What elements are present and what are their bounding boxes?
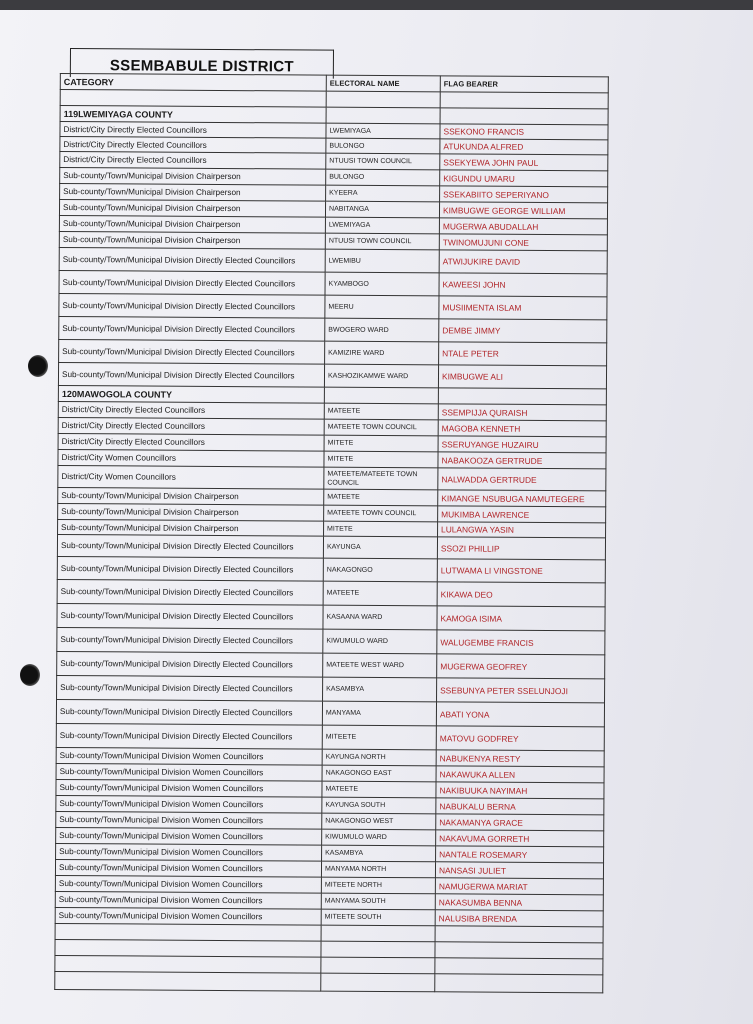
category-cell: Sub-county/Town/Municipal Division Chairperson bbox=[60, 184, 326, 202]
flag-bearer-cell: NTALE PETER bbox=[439, 342, 607, 366]
flag-bearer-cell: WALUGEMBE FRANCIS bbox=[437, 630, 605, 655]
flag-bearer-cell: NABUKALU BERNA bbox=[436, 798, 604, 815]
empty-cell bbox=[55, 923, 321, 941]
electoral-name-cell: MATEETE TOWN COUNCIL bbox=[324, 505, 438, 522]
category-cell: Sub-county/Town/Municipal Division Women Councillors bbox=[55, 907, 321, 925]
empty-cell bbox=[55, 971, 321, 991]
flag-bearer-cell: LUTWAMA LI VINGSTONE bbox=[437, 559, 605, 583]
electoral-name-cell: MITETE bbox=[324, 435, 438, 452]
flag-bearer-cell: LULANGWA YASIN bbox=[438, 522, 606, 538]
empty-cell bbox=[435, 942, 603, 959]
flag-bearer-cell: SSEKONO FRANCIS bbox=[440, 124, 608, 140]
flag-bearer-cell: NAKAVUMA GORRETH bbox=[436, 830, 604, 847]
county-heading: 119LWEMIYAGA COUNTY bbox=[60, 106, 326, 124]
electoral-name-cell: MATEETE/MATEETE TOWN COUNCIL bbox=[324, 467, 438, 490]
electoral-name-cell: KIWUMULO WARD bbox=[322, 829, 436, 846]
table-row bbox=[59, 293, 607, 319]
category-cell: Sub-county/Town/Municipal Division Women Councillors bbox=[56, 811, 322, 829]
flag-bearer-cell: MAGOBA KENNETH bbox=[438, 420, 606, 437]
table-row bbox=[59, 316, 607, 342]
electoral-name-cell: NAKAGONGO bbox=[323, 558, 437, 582]
flag-bearer-cell: NAKAMANYA GRACE bbox=[436, 814, 604, 831]
candidates-table bbox=[54, 73, 609, 993]
category-cell: Sub-county/Town/Municipal Division Chairperson bbox=[59, 215, 325, 233]
flag-bearer-cell: SSEMPIJJA QURAISH bbox=[438, 404, 606, 421]
table-row bbox=[57, 627, 605, 654]
electoral-name-cell: MEERU bbox=[325, 295, 439, 319]
table-row bbox=[56, 723, 604, 750]
electoral-name-cell: MITETE bbox=[324, 451, 438, 468]
category-cell: District/City Directly Elected Councillors bbox=[60, 137, 326, 154]
electoral-name-cell: MITEETE NORTH bbox=[321, 877, 435, 894]
electoral-name-cell: LWEMIYAGA bbox=[326, 123, 440, 139]
flag-bearer-cell: NALWADDA GERTRUDE bbox=[438, 468, 606, 491]
electoral-name-cell: MATEETE bbox=[324, 403, 438, 420]
empty-cell bbox=[440, 92, 608, 109]
category-cell: Sub-county/Town/Municipal Division Women Councillors bbox=[55, 859, 321, 877]
category-cell: Sub-county/Town/Municipal Division Women Councillors bbox=[55, 875, 321, 893]
flag-bearer-cell: NAMUGERWA MARIAT bbox=[435, 878, 603, 895]
category-cell: Sub-county/Town/Municipal Division Directly Elected Councillors bbox=[57, 603, 323, 629]
electoral-name-cell: KAYUNGA bbox=[323, 536, 437, 559]
empty-cell bbox=[440, 108, 608, 125]
category-cell: Sub-county/Town/Municipal Division Directly Elected Councillors bbox=[59, 247, 325, 272]
table-row bbox=[58, 362, 606, 388]
flag-bearer-cell: MUKIMBA LAWRENCE bbox=[438, 506, 606, 523]
category-cell: Sub-county/Town/Municipal Division Directly Elected Councillors bbox=[57, 579, 323, 605]
empty-cell bbox=[55, 955, 321, 973]
flag-bearer-cell: ATUKUNDA ALFRED bbox=[440, 139, 608, 155]
category-cell: Sub-county/Town/Municipal Division Chairperson bbox=[58, 487, 324, 505]
empty-cell bbox=[60, 90, 326, 108]
electoral-name-cell: LWEMIYAGA bbox=[325, 217, 439, 234]
category-cell: Sub-county/Town/Municipal Division Chairperson bbox=[59, 231, 325, 249]
flag-bearer-cell: ATWIJUKIRE DAVID bbox=[439, 250, 607, 274]
electoral-name-cell: KASAANA WARD bbox=[323, 605, 437, 630]
punch-hole bbox=[28, 355, 48, 377]
blank-row bbox=[55, 971, 603, 992]
category-cell: Sub-county/Town/Municipal Division Women Councillors bbox=[56, 747, 322, 765]
empty-cell bbox=[55, 939, 321, 957]
electoral-name-cell: MATEETE bbox=[324, 489, 438, 506]
category-cell: Sub-county/Town/Municipal Division Women Councillors bbox=[56, 795, 322, 813]
electoral-name-cell: NABITANGA bbox=[325, 201, 439, 218]
flag-bearer-cell: ABATI YONA bbox=[436, 702, 604, 727]
flag-bearer-cell: MUSIIMENTA ISLAM bbox=[439, 296, 607, 320]
electoral-name-cell: NTUUSI TOWN COUNCIL bbox=[325, 233, 439, 250]
empty-cell bbox=[435, 974, 603, 993]
flag-bearer-cell: SSOZI PHILLIP bbox=[437, 537, 605, 560]
category-cell: Sub-county/Town/Municipal Division Chairperson bbox=[58, 503, 324, 521]
category-cell: Sub-county/Town/Municipal Division Women Councillors bbox=[56, 779, 322, 797]
flag-bearer-cell: SSEKABIITO SEPERIYANO bbox=[440, 186, 608, 203]
electoral-name-cell: KASAMBYA bbox=[322, 845, 436, 862]
category-cell: Sub-county/Town/Municipal Division Directly Elected Councillors bbox=[56, 699, 322, 725]
electoral-name-cell: KAYUNGA NORTH bbox=[322, 749, 436, 766]
category-cell: District/City Directly Elected Councillors bbox=[58, 401, 324, 419]
category-cell: Sub-county/Town/Municipal Division Women Councillors bbox=[56, 827, 322, 845]
flag-bearer-cell: TWINOMUJUNI CONE bbox=[439, 234, 607, 251]
category-cell: Sub-county/Town/Municipal Division Directly Elected Councillors bbox=[59, 316, 325, 341]
table-row bbox=[57, 603, 605, 630]
table-row bbox=[57, 675, 605, 702]
empty-cell bbox=[321, 973, 435, 992]
electoral-name-header: ELECTORAL NAME bbox=[326, 75, 440, 92]
flag-bearer-cell: SSEKYEWA JOHN PAUL bbox=[440, 154, 608, 171]
electoral-name-cell: MITEETE SOUTH bbox=[321, 909, 435, 926]
electoral-name-cell: MANYAMA NORTH bbox=[321, 861, 435, 878]
electoral-name-cell: KASHOZIKAMWE WARD bbox=[324, 364, 438, 388]
empty-cell bbox=[321, 957, 435, 974]
category-cell: Sub-county/Town/Municipal Division Chairperson bbox=[58, 519, 324, 536]
flag-bearer-cell: KAWEESI JOHN bbox=[439, 273, 607, 297]
electoral-name-cell: BULONGO bbox=[326, 169, 440, 186]
table-row bbox=[57, 556, 605, 582]
flag-bearer-cell: NAKASUMBA BENNA bbox=[435, 894, 603, 911]
category-cell: Sub-county/Town/Municipal Division Chairperson bbox=[60, 168, 326, 186]
empty-cell bbox=[324, 387, 438, 404]
flag-bearer-cell: NANSASI JULIET bbox=[435, 862, 603, 879]
table-row bbox=[59, 270, 607, 296]
electoral-name-cell: MATEETE WEST WARD bbox=[323, 653, 437, 678]
table-row bbox=[59, 247, 607, 273]
table-row bbox=[56, 699, 604, 726]
category-cell: Sub-county/Town/Municipal Division Directly Elected Councillors bbox=[57, 556, 323, 581]
category-cell: Sub-county/Town/Municipal Division Directly Elected Councillors bbox=[57, 627, 323, 653]
electoral-name-cell: NAKAGONGO WEST bbox=[322, 813, 436, 830]
flag-bearer-cell: MATOVU GODFREY bbox=[436, 726, 604, 751]
electoral-name-cell: BULONGO bbox=[326, 138, 440, 154]
electoral-name-cell: KAMIZIRE WARD bbox=[325, 341, 439, 365]
flag-bearer-cell: KIMBUGWE ALI bbox=[438, 365, 606, 389]
electoral-name-cell: KAYUNGA SOUTH bbox=[322, 797, 436, 814]
flag-bearer-cell: SSEBUNYA PETER SSELUNJOJI bbox=[437, 678, 605, 703]
flag-bearer-cell: NALUSIBA BRENDA bbox=[435, 910, 603, 927]
county-heading: 120MAWOGOLA COUNTY bbox=[58, 385, 324, 403]
empty-cell bbox=[435, 926, 603, 943]
table-row bbox=[57, 651, 605, 678]
electoral-name-cell: NTUUSI TOWN COUNCIL bbox=[326, 153, 440, 170]
category-cell: District/City Directly Elected Councillors bbox=[58, 433, 324, 451]
category-cell: Sub-county/Town/Municipal Division Directly Elected Councillors bbox=[59, 270, 325, 295]
flag-bearer-cell: NABAKOOZA GERTRUDE bbox=[438, 452, 606, 469]
top-edge-shadow bbox=[0, 0, 753, 10]
flag-bearer-header: FLAG BEARER bbox=[440, 76, 608, 93]
electoral-name-cell: KASAMBYA bbox=[323, 677, 437, 702]
electoral-name-cell: NAKAGONGO EAST bbox=[322, 765, 436, 782]
category-cell: Sub-county/Town/Municipal Division Women Councillors bbox=[56, 763, 322, 781]
empty-cell bbox=[435, 958, 603, 975]
electoral-name-cell: KYEERA bbox=[326, 185, 440, 202]
flag-bearer-cell: KIMBUGWE GEORGE WILLIAM bbox=[439, 202, 607, 219]
category-cell: Sub-county/Town/Municipal Division Directly Elected Councillors bbox=[57, 675, 323, 701]
category-header: CATEGORY bbox=[60, 74, 326, 92]
flag-bearer-cell: MUGERWA ABUDALLAH bbox=[439, 218, 607, 235]
electoral-name-cell: LWEMIBU bbox=[325, 249, 439, 273]
empty-cell bbox=[321, 925, 435, 942]
empty-cell bbox=[326, 107, 440, 124]
electoral-name-cell: MATEETE bbox=[322, 781, 436, 798]
electoral-name-cell: MITETE bbox=[324, 521, 438, 537]
electoral-name-cell: MANYAMA SOUTH bbox=[321, 893, 435, 910]
electoral-name-cell: MATEETE TOWN COUNCIL bbox=[324, 419, 438, 436]
page-title: SSEMBABULE DISTRICT bbox=[70, 48, 334, 79]
flag-bearer-cell: KIKAWA DEO bbox=[437, 582, 605, 607]
category-cell: Sub-county/Town/Municipal Division Directly Elected Councillors bbox=[59, 293, 325, 318]
electoral-name-cell: KIWUMULO WARD bbox=[323, 629, 437, 654]
category-cell: Sub-county/Town/Municipal Division Directly Elected Councillors bbox=[59, 339, 325, 364]
flag-bearer-cell: KAMOGA ISIMA bbox=[437, 606, 605, 631]
empty-cell bbox=[438, 388, 606, 405]
flag-bearer-cell: NAKIBUUKA NAYIMAH bbox=[436, 782, 604, 799]
table-row bbox=[59, 339, 607, 365]
category-cell: District/City Directly Elected Councillors bbox=[58, 417, 324, 435]
category-cell: District/City Women Councillors bbox=[58, 449, 324, 467]
document-sheet bbox=[54, 48, 608, 991]
category-cell: District/City Directly Elected Councillors bbox=[60, 122, 326, 139]
category-cell: Sub-county/Town/Municipal Division Directly Elected Councillors bbox=[56, 723, 322, 749]
electoral-name-cell: KYAMBOGO bbox=[325, 272, 439, 296]
category-cell: District/City Women Councillors bbox=[58, 465, 324, 489]
flag-bearer-cell: NANTALE ROSEMARY bbox=[436, 846, 604, 863]
flag-bearer-cell: NABUKENYA RESTY bbox=[436, 750, 604, 767]
electoral-name-cell: BWOGERO WARD bbox=[325, 318, 439, 342]
flag-bearer-cell: NAKAWUKA ALLEN bbox=[436, 766, 604, 783]
electoral-name-cell: MITEETE bbox=[322, 725, 436, 750]
electoral-name-cell: MANYAMA bbox=[322, 701, 436, 726]
flag-bearer-cell: KIGUNDU UMARU bbox=[440, 170, 608, 187]
category-cell: Sub-county/Town/Municipal Division Directly Elected Councillors bbox=[57, 651, 323, 677]
category-cell: Sub-county/Town/Municipal Division Women Councillors bbox=[55, 891, 321, 909]
category-cell: Sub-county/Town/Municipal Division Women Councillors bbox=[56, 843, 322, 861]
empty-cell bbox=[326, 91, 440, 108]
punch-hole bbox=[20, 664, 40, 686]
category-cell: District/City Directly Elected Councillors bbox=[60, 152, 326, 170]
flag-bearer-cell: MUGERWA GEOFREY bbox=[437, 654, 605, 679]
electoral-name-cell: MATEETE bbox=[323, 581, 437, 606]
flag-bearer-cell: SSERUYANGE HUZAIRU bbox=[438, 436, 606, 453]
category-cell: Sub-county/Town/Municipal Division Chairperson bbox=[59, 200, 325, 218]
flag-bearer-cell: KIMANGE NSUBUGA NAMUTEGERE bbox=[438, 490, 606, 507]
category-cell: Sub-county/Town/Municipal Division Directly Elected Councillors bbox=[57, 534, 323, 558]
table-row bbox=[57, 579, 605, 606]
flag-bearer-cell: DEMBE JIMMY bbox=[439, 319, 607, 343]
category-cell: Sub-county/Town/Municipal Division Directly Elected Councillors bbox=[58, 362, 324, 387]
empty-cell bbox=[321, 941, 435, 958]
